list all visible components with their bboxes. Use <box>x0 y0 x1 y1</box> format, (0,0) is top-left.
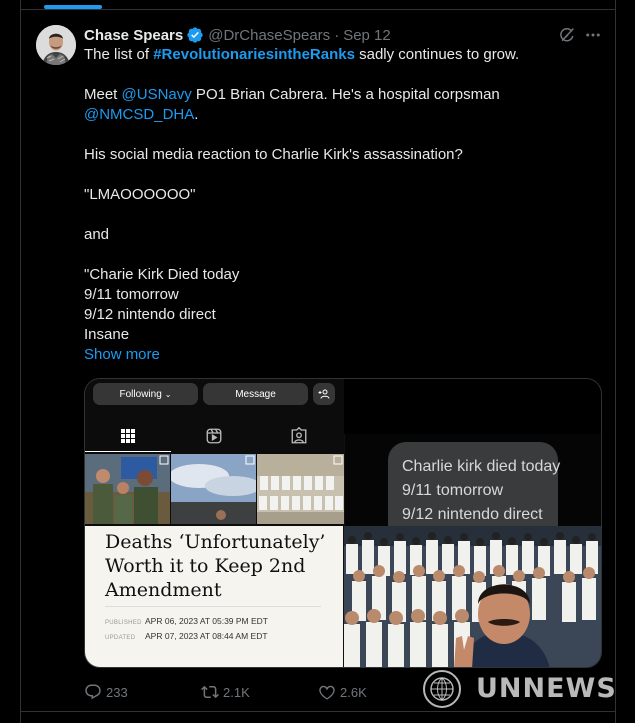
news-article-screenshot[interactable] <box>85 526 343 668</box>
thumbnail-formation-photo <box>257 454 344 524</box>
message-line: 9/12 nintendo direct <box>402 506 543 523</box>
tweet-line: and <box>84 226 110 243</box>
text: PO1 Brian Cabrera. He's a hospital corpsman <box>191 86 500 103</box>
tweet-header <box>84 25 391 45</box>
reply-button[interactable] <box>84 683 128 701</box>
tweet-line <box>84 85 600 105</box>
tweet-line <box>84 45 600 65</box>
active-tab-underline <box>85 451 171 452</box>
thumbnail-sky-photo <box>171 454 256 524</box>
tagged-icon <box>290 427 308 445</box>
like-button[interactable] <box>318 683 367 701</box>
tweet-line: "LMAOOOOOO" <box>84 186 196 203</box>
message-button <box>203 383 308 405</box>
separator-dot: · <box>334 26 340 44</box>
chevron-down-icon: ⌄ <box>164 389 172 399</box>
published-value: APR 06, 2023 AT 05:39 PM EDT <box>145 616 269 626</box>
show-more-link[interactable]: Show more <box>84 346 160 363</box>
grok-icon[interactable] <box>558 26 576 44</box>
more-options-icon[interactable] <box>584 26 602 44</box>
headline-line: Deaths ‘Unfortunately’ <box>105 531 326 553</box>
published-date <box>105 616 268 626</box>
instagram-profile-screenshot[interactable] <box>85 379 344 527</box>
author-name[interactable]: Chase Spears <box>84 26 184 44</box>
un-emblem-icon <box>422 669 462 709</box>
tweet-line: His social media reaction to Charlie Kirk's assassination? <box>84 146 463 163</box>
updated-date <box>105 631 268 641</box>
timeline-border-left <box>20 0 21 723</box>
tweet-timestamp[interactable]: Sep 12 <box>343 26 391 44</box>
heart-icon <box>318 683 336 701</box>
tweet-text <box>84 45 600 365</box>
article-headline <box>105 530 335 602</box>
selfie-photo[interactable] <box>344 526 602 668</box>
message-label: Message <box>235 388 276 400</box>
text: sadly continues to grow. <box>354 46 520 63</box>
reply-count: 233 <box>106 684 128 700</box>
reels-icon <box>205 427 223 445</box>
verified-badge-icon <box>186 26 204 44</box>
repost-icon <box>201 683 219 701</box>
timeline-divider-top <box>20 9 616 10</box>
message-line: 9/11 tomorrow <box>402 482 504 499</box>
mention-link[interactable]: @NMCSD_DHA <box>84 106 195 123</box>
add-person-icon <box>313 383 335 405</box>
text: The list of <box>84 46 154 63</box>
text-message-screenshot[interactable] <box>345 434 602 526</box>
updated-value: APR 07, 2023 AT 08:44 AM EDT <box>145 631 268 641</box>
reply-icon <box>84 683 102 701</box>
repost-count: 2.1K <box>223 684 250 700</box>
like-count: 2.6K <box>340 684 367 700</box>
text-message-top-blank <box>344 379 602 434</box>
headline-line: Amendment <box>105 579 222 601</box>
repost-button[interactable] <box>201 683 250 701</box>
published-label: PUBLISHED <box>105 620 142 626</box>
text: . <box>194 106 199 123</box>
updated-label: UPDATED <box>105 635 136 641</box>
mention-link[interactable]: @USNavy <box>121 86 192 103</box>
message-line: Charlie kirk died today <box>402 458 561 475</box>
avatar[interactable] <box>36 25 76 65</box>
text: Meet <box>84 86 122 103</box>
divider <box>105 606 321 607</box>
timeline-border-right <box>615 0 616 723</box>
tweet-line <box>84 105 600 125</box>
unnews-watermark <box>422 669 627 709</box>
thumbnail-group-photo <box>85 454 170 524</box>
tweet-line: "Charie Kirk Died today <box>84 266 240 283</box>
author-handle[interactable]: @DrChaseSpears <box>208 26 331 44</box>
tweet-line: 9/11 tomorrow <box>84 286 179 303</box>
headline-line: Worth it to Keep 2nd <box>105 555 306 577</box>
hashtag-link[interactable]: #RevolutionariesintheRanks <box>153 46 355 63</box>
following-button <box>93 383 198 405</box>
timeline-divider-bottom <box>20 711 616 712</box>
media-grid[interactable] <box>84 378 602 668</box>
grid-icon <box>120 428 136 444</box>
following-label: Following <box>119 388 162 400</box>
tweet-line: 9/12 nintendo direct <box>84 306 216 323</box>
tweet-line: Insane <box>84 326 130 343</box>
watermark-text: UNNEWS <box>476 673 617 704</box>
instagram-tabs <box>85 425 344 449</box>
